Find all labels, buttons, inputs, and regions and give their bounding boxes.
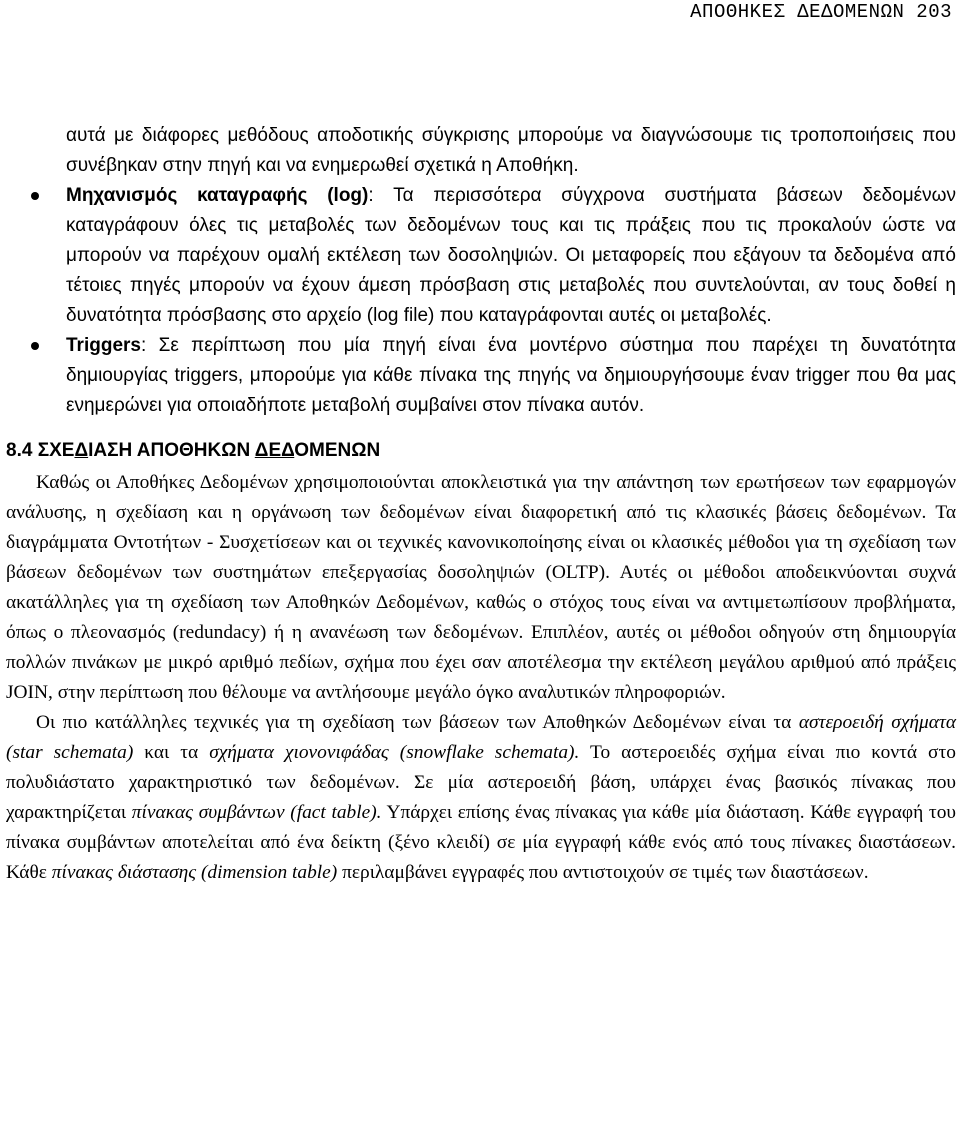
section-title-part: ΔΕΔ xyxy=(254,440,295,461)
page-content xyxy=(6,121,956,888)
bullet-term: Μηχανισμός καταγραφής (log) xyxy=(66,185,369,206)
section-title-part: ΣΧΕ xyxy=(37,440,75,461)
italic-term: πίνακας συμβάντων (fact table). xyxy=(131,802,382,823)
body-paragraph xyxy=(6,708,956,888)
italic-term: σχήματα χιονονιφάδας (snowflake schemata). xyxy=(209,742,580,763)
italic-term: αστεροειδή σχήματα (star schemata) xyxy=(6,712,956,763)
text-run: και τα xyxy=(133,742,210,763)
intro-paragraph: αυτά με διάφορες μεθόδους αποδοτικής σύγκρισης μπορούμε να διαγνώσουμε τις τροποποιήσεις που συνέβηκαν στην πηγή και να ενημερωθεί σχετικά η Αποθήκη. xyxy=(66,125,956,176)
bullet-term: Triggers xyxy=(66,335,141,356)
text-run: περιλαμβάνει εγγραφές που αντιστοιχούν σε τιμές των διαστάσεων. xyxy=(337,862,869,883)
section-heading xyxy=(6,436,956,466)
bullet-item-triggers xyxy=(6,331,956,421)
bullet-item-log xyxy=(6,181,956,331)
bullet-dot-icon xyxy=(31,192,39,200)
section-title-part: ΙΑΣΗ ΑΠΟΘΗΚΩΝ xyxy=(88,440,255,461)
text-run: Το αστεροειδές σχήμα είναι πιο κοντά στο πολυδιάστατο χαρακτηριστικό των δεδομένων. Σε μία αστεροειδή βάση, υπάρχει ένας βασικός πίνακας που χαρακτηρίζεται xyxy=(6,742,956,823)
text-run: Υπάρχει επίσης ένας πίνακας για κάθε μία διάσταση. Κάθε εγγραφή του πίνακα συμβάντων αποτελείται από ένα δείκτη (ξένο κλειδί) σε μία εγγραφή κάθε ενός από τους πίνακες διαστάσεων. Κάθε xyxy=(6,802,956,883)
running-header: ΑΠΟΘΗΚΕΣ ΔΕΔΟΜΕΝΩΝ 203 xyxy=(690,1,952,23)
bullet-dot-icon xyxy=(31,342,39,350)
section-title-part: ΟΜΕΝΩΝ xyxy=(294,440,381,461)
section-title-part: Δ xyxy=(74,440,89,461)
section-number: 8.4 xyxy=(6,440,33,461)
bullet-text: : Τα περισσότερα σύγχρονα συστήματα βάσεων δεδομένων καταγράφουν όλες τις μεταβολές των δεδομένων τους και τις πράξεις που τις προκαλούν ώστε να μπορούν να παρέχουν ομαλή εκτέλεση των δοσοληψιών. Οι μεταφορείς που εξάγουν τα δεδομένα από τέτοιες πηγές μπορούν να έχουν άμεση πρόσβαση στις μεταβολές που συντελούνται, αν τους δοθεί η δυνατότητα πρόσβασης στο αρχείο (log file) που καταγράφονται αυτές οι μεταβολές. xyxy=(66,185,956,326)
italic-term: πίνακας διάστασης (dimension table) xyxy=(51,862,338,883)
body-paragraph: Καθώς οι Αποθήκες Δεδομένων χρησιμοποιούνται αποκλειστικά για την απάντηση των ερωτήσεων των εφαρμογών ανάλυσης, η σχεδίαση και η οργάνωση των δεδομένων είναι διαφορετική από τις κλασικές βάσεις δεδομένων. Τα διαγράμματα Οντοτήτων - Συσχετίσεων και οι τεχνικές κανονικοποίησης είναι οι κλασικές μέθοδοι για τη σχεδίαση των βάσεων δεδομένων των συστημάτων επεξεργασίας δοσοληψιών (OLTP). Αυτές οι μέθοδοι αποδεικνύονται συχνά ακατάλληλες για τη σχεδίαση των Αποθηκών Δεδομένων, καθώς ο στόχος τους είναι να αντιμετωπίσουν προβλήματα, όπως ο πλεονασμός (redundacy) ή η ανανέωση των δεδομένων. Επιπλέον, αυτές οι μέθοδοι οδηγούν στη δημιουργία πολλών πινάκων με μικρό αριθμό πεδίων, σχήμα που έχει σαν αποτέλεσμα την εκτέλεση μεγάλου αριθμού από πράξεις JOIN, στην περίπτωση που θέλουμε να αντλήσουμε μεγάλο όγκο αναλυτικών πληροφοριών. xyxy=(6,472,956,703)
text-run: Οι πιο κατάλληλες τεχνικές για τη σχεδίαση των βάσεων των Αποθηκών Δεδομένων είναι τα xyxy=(36,712,799,733)
bullet-text: : Σε περίπτωση που μία πηγή είναι ένα μοντέρνο σύστημα που παρέχει τη δυνατότητα δημιουργίας triggers, μπορούμε για κάθε πίνακα της πηγής να δημιουργήσουμε έναν trigger που θα μας ενημερώνει για οποιαδήποτε μεταβολή συμβαίνει στον πίνακα αυτόν. xyxy=(66,335,956,416)
